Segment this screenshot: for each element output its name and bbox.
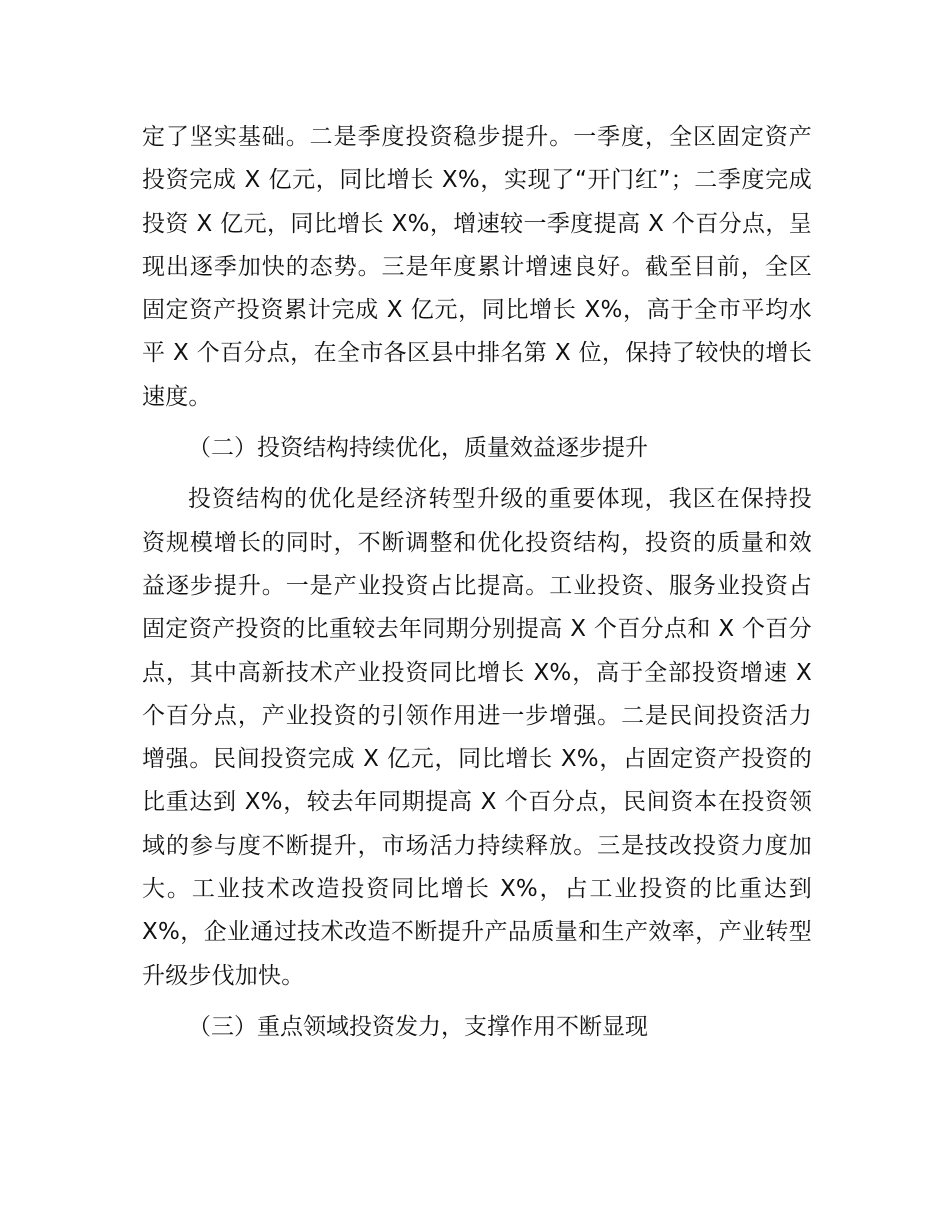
paragraph-quarterly-investment: 定了坚实基础。二是季度投资稳步提升。一季度，全区固定资产投资完成 X 亿元，同比增长 X%，实现了“开门红”；二季度完成投资 X 亿元，同比增长 X%，增速较一季度提高 X 个百分点，呈现出逐季加快的态势。三是年度累计增速良好。截至目前，全区固定资产投资累计完成 X 亿元，同比增长 X%，高于全市平均水平 X 个百分点，在全市各区县中排名第 X 位，保持了较快的增长速度。: [142, 124, 812, 410]
section-heading-key-areas: （三）重点领域投资发力，支撑作用不断显现: [188, 1013, 648, 1040]
document-body: [142, 116, 812, 1049]
section-heading-investment-structure: （二）投资结构持续优化，质量效益逐步提升: [188, 435, 648, 462]
paragraph-investment-structure: 投资结构的优化是经济转型升级的重要体现，我区在保持投资规模增长的同时，不断调整和优化投资结构，投资的质量和效益逐步提升。一是产业投资占比提高。工业投资、服务业投资占固定资产投资的比重较去年同期分别提高 X 个百分点和 X 个百分点，其中高新技术产业投资同比增长 X%，高于全部投资增速 X 个百分点，产业投资的引领作用进一步增强。二是民间投资活力增强。民间投资完成 X 亿元，同比增长 X%，占固定资产投资的比重达到 X%，较去年同期提高 X 个百分点，民间资本在投资领域的参与度不断提升，市场活力持续释放。三是技改投资力度加大。工业技术改造投资同比增长 X%，占工业投资的比重达到 X%，企业通过技术改造不断提升产品质量和生产效率，产业转型升级步伐加快。: [142, 486, 812, 989]
